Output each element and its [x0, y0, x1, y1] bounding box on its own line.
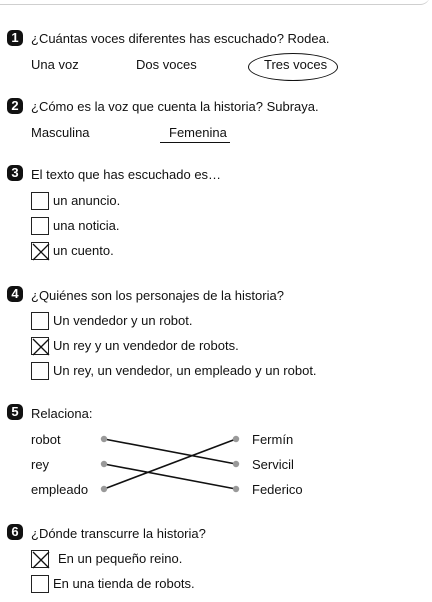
q3-label-noticia: una noticia.	[53, 218, 120, 233]
q1-option-tres-voces[interactable]: Tres voces	[264, 57, 328, 72]
match-left-robot: robot	[31, 432, 61, 447]
question-number-5: 5	[7, 404, 23, 420]
match-line-rey-federico	[104, 464, 236, 489]
q4-label-todos: Un rey, un vendedor, un empleado y un robot.	[53, 363, 317, 378]
q3-label-anuncio: un anuncio.	[53, 193, 121, 208]
match-dot-left-robot	[101, 436, 107, 442]
q4-label-rey-vendedor: Un rey y un vendedor de robots.	[53, 338, 239, 353]
q6-label-tienda: En una tienda de robots.	[53, 576, 195, 591]
q4-label-vendedor-robot: Un vendedor y un robot.	[53, 313, 193, 328]
match-right-servicil: Servicil	[252, 457, 294, 472]
match-dot-right-federico	[233, 486, 239, 492]
match-dot-left-rey	[101, 461, 107, 467]
question-6-text: ¿Dónde transcurre la historia?	[31, 526, 206, 541]
q6-checkbox-reino[interactable]	[31, 550, 49, 568]
question-number-4: 4	[7, 286, 23, 302]
match-dot-right-fermin	[233, 436, 239, 442]
question-number-3: 3	[7, 165, 23, 181]
q2-option-masculina[interactable]: Masculina	[31, 125, 90, 140]
question-number-2: 2	[7, 98, 23, 114]
match-dot-right-servicil	[233, 461, 239, 467]
match-line-empleado-fermin	[104, 439, 236, 489]
match-dot-left-empleado	[101, 486, 107, 492]
q1-option-una-voz[interactable]: Una voz	[31, 57, 79, 72]
q6-checkbox-tienda[interactable]	[31, 575, 49, 593]
question-1-text: ¿Cuántas voces diferentes has escuchado? Rodea.	[31, 31, 330, 46]
match-right-federico: Federico	[252, 482, 303, 497]
question-5-text: Relaciona:	[31, 406, 93, 421]
question-2-text: ¿Cómo es la voz que cuenta la historia? Subraya.	[31, 99, 319, 114]
q6-label-reino: En un pequeño reino.	[58, 551, 183, 566]
question-4-text: ¿Quiénes son los personajes de la historia?	[31, 288, 284, 303]
check-x-icon	[32, 551, 50, 569]
question-number-6: 6	[7, 524, 23, 540]
match-line-robot-servicil	[104, 439, 236, 464]
question-number-1: 1	[7, 30, 23, 46]
q1-option-dos-voces[interactable]: Dos voces	[136, 57, 197, 72]
question-3-text: El texto que has escuchado es…	[31, 167, 222, 182]
match-left-empleado: empleado	[31, 482, 89, 497]
match-right-fermin: Fermín	[252, 432, 294, 447]
q3-label-cuento: un cuento.	[53, 243, 114, 258]
match-left-rey: rey	[31, 457, 50, 472]
q2-option-femenina[interactable]: Femenina	[169, 125, 227, 140]
